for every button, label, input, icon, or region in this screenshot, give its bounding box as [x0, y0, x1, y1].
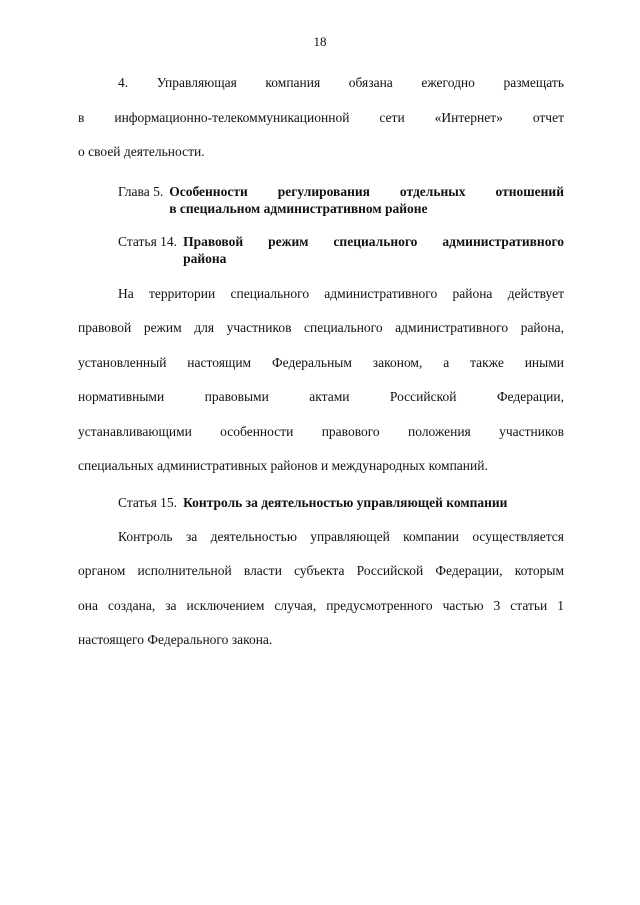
article-14-prefix: Статья 14.	[118, 233, 178, 249]
article-14-line-3: установленный настоящим Федеральным законом, а также иными	[78, 354, 564, 370]
article-15-line-3: она создана, за исключением случая, предусмотренного частью 3 статьи 1	[78, 597, 564, 613]
document-body	[78, 66, 564, 658]
article-14-line-6: специальных административных районов и международных компаний.	[78, 458, 488, 473]
chapter-5-title-line-2: в специальном административном районе	[169, 200, 428, 216]
chapter-5-title-line-1: Особенности регулирования отдельных отношений	[169, 183, 564, 199]
article-15-line-2: органом исполнительной власти субъекта Российской Федерации, которым	[78, 563, 564, 578]
page-number: 18	[313, 34, 327, 49]
article-14-heading	[118, 233, 564, 267]
article-14-title-line-2: района	[183, 250, 227, 266]
article-14-title-line-1: Правовой режим специального административного	[183, 233, 564, 249]
article-15-line-1: Контроль за деятельностью управляющей компании осуществляется	[118, 528, 564, 544]
article-14-line-5: устанавливающими особенности правового положения участников	[78, 423, 564, 439]
article-15-heading	[118, 494, 564, 511]
article-14-title	[183, 233, 564, 267]
article-14-line-4: нормативными правовыми актами Российской Федерации,	[78, 389, 564, 404]
article-15-prefix: Статья 15.	[118, 494, 178, 510]
article-14-line-1: На территории специального административного района действует	[118, 285, 564, 301]
article-14-line-2: правовой режим для участников специального административного района,	[78, 320, 564, 335]
item-4-line-2: в информационно-телекоммуникационной сети «Интернет» отчет	[78, 109, 564, 125]
item-4-line-3: о своей деятельности.	[78, 144, 205, 159]
article-15-body	[78, 520, 564, 658]
chapter-5-prefix: Глава 5.	[118, 183, 164, 199]
chapter-5-title	[169, 183, 564, 217]
chapter-5-heading	[118, 183, 564, 217]
article-14-body	[78, 277, 564, 484]
item-4-line-1: 4. Управляющая компания обязана ежегодно размещать	[118, 75, 564, 90]
item-4-paragraph	[78, 66, 564, 170]
article-15-title: Контроль за деятельностью управляющей компании	[183, 494, 508, 510]
article-15-line-4: настоящего Федерального закона.	[78, 632, 273, 647]
